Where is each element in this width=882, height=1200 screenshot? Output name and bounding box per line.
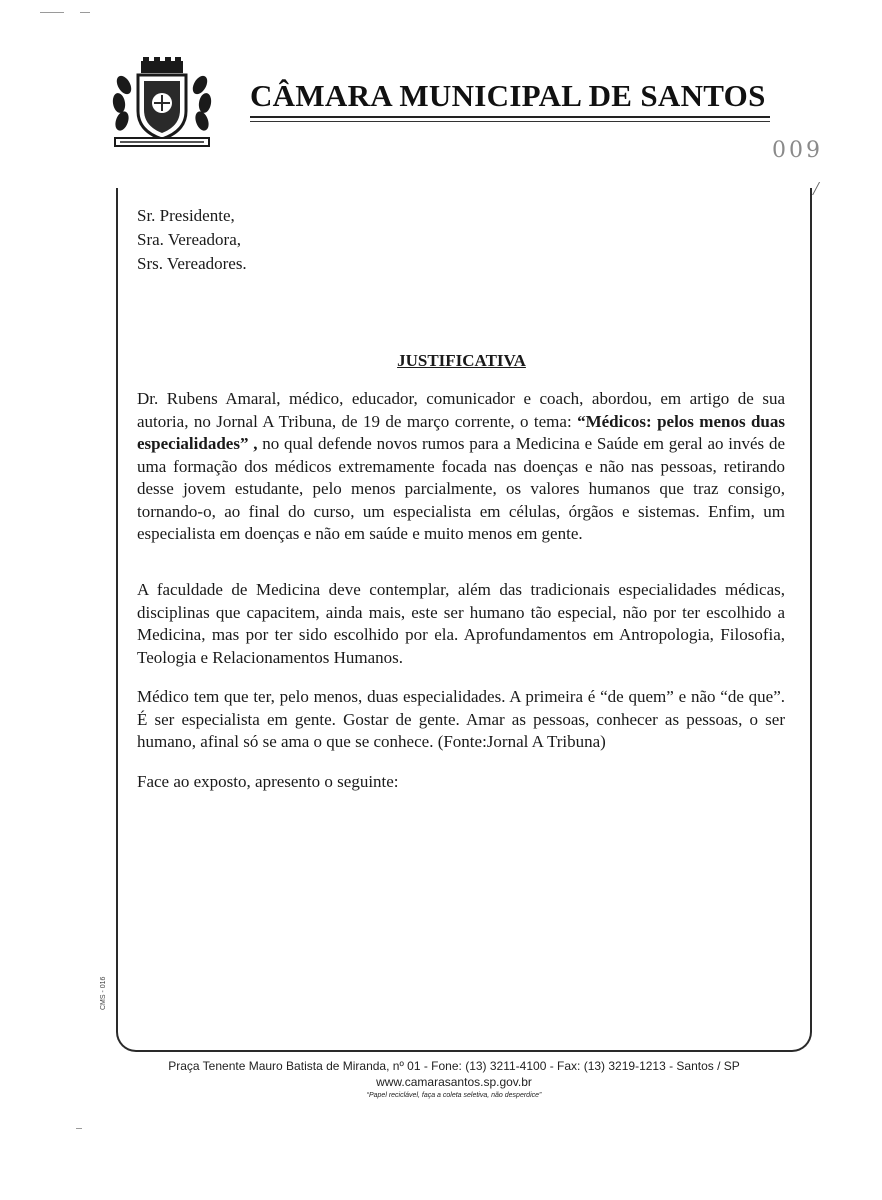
footer-note: “Papel reciclável, faça a coleta seletiva, não desperdice” xyxy=(366,1092,542,1099)
city-crest-icon xyxy=(108,55,216,151)
salutation-line: Sr. Presidente, xyxy=(137,206,235,225)
title-underline xyxy=(250,121,770,122)
form-code: CMS - 016 xyxy=(100,976,107,1010)
salutation-line: Sra. Vereadora, xyxy=(137,230,242,249)
institution-title: CÂMARA MUNICIPAL DE SANTOS xyxy=(250,78,766,113)
handwritten-mark: / xyxy=(813,178,819,200)
article-title: “Médicos: pelos menos duas especialidades” , xyxy=(137,411,786,453)
title-underline xyxy=(250,116,770,118)
paragraph-text: Dr. Rubens Amaral, médico, educador, comunicador e coach, abordou, em artigo de sua autoria, no Jornal A Tribuna, de 19 de março corrente, o tema: xyxy=(137,389,785,431)
section-heading: JUSTIFICATIVA xyxy=(397,351,526,370)
paragraph: Médico tem que ter, pelo menos, duas especialidades. A primeira é “de quem” e não “de que”. É ser especialista em gente. Gostar de gente. Amar as pessoas, conhecer as pessoas, o ser humano, afinal só se ama o que se conhece. (Fonte:Jornal A Tribuna) xyxy=(137,687,785,751)
footer xyxy=(0,1058,882,1102)
scan-mark xyxy=(76,1128,82,1129)
footer-website: www.camarasantos.sp.gov.br xyxy=(376,1075,532,1089)
paragraph: Face ao exposto, apresento o seguinte: xyxy=(137,772,399,791)
footer-address: Praça Tenente Mauro Batista de Miranda, nº 01 - Fone: (13) 3211-4100 - Fax: (13) 3219-1213 - Santos / SP xyxy=(168,1059,740,1073)
paragraph-text: no qual defende novos rumos para a Medicina e Saúde em geral ao invés de uma formação dos médicos extremamente focada nas doenças e não nas pessoas, retirando desse jovem estudante, pelo menos parcialmente, os valores humanos que traz consigo, tornando-o, ao final do curso, um especialista em células, órgãos e sistemas. Enfim, um especialista em doenças e não em saúde e muito menos em gente. xyxy=(137,434,785,543)
scan-mark xyxy=(40,12,64,13)
salutation xyxy=(137,204,247,276)
paragraph: A faculdade de Medicina deve contemplar, além das tradicionais especialidades médicas, disciplinas que capacitem, ainda mais, este ser humano tão especial, não por ter escolhido a Medicina, mas por ter sido escolhido por ela. Aprofundamentos em Antropologia, Filosofia, Teologia e Relacionamentos Humanos. xyxy=(137,580,785,667)
salutation-line: Srs. Vereadores. xyxy=(137,254,247,273)
paragraph xyxy=(137,388,785,546)
scan-mark xyxy=(80,12,90,13)
page-number: 009 xyxy=(772,138,823,163)
